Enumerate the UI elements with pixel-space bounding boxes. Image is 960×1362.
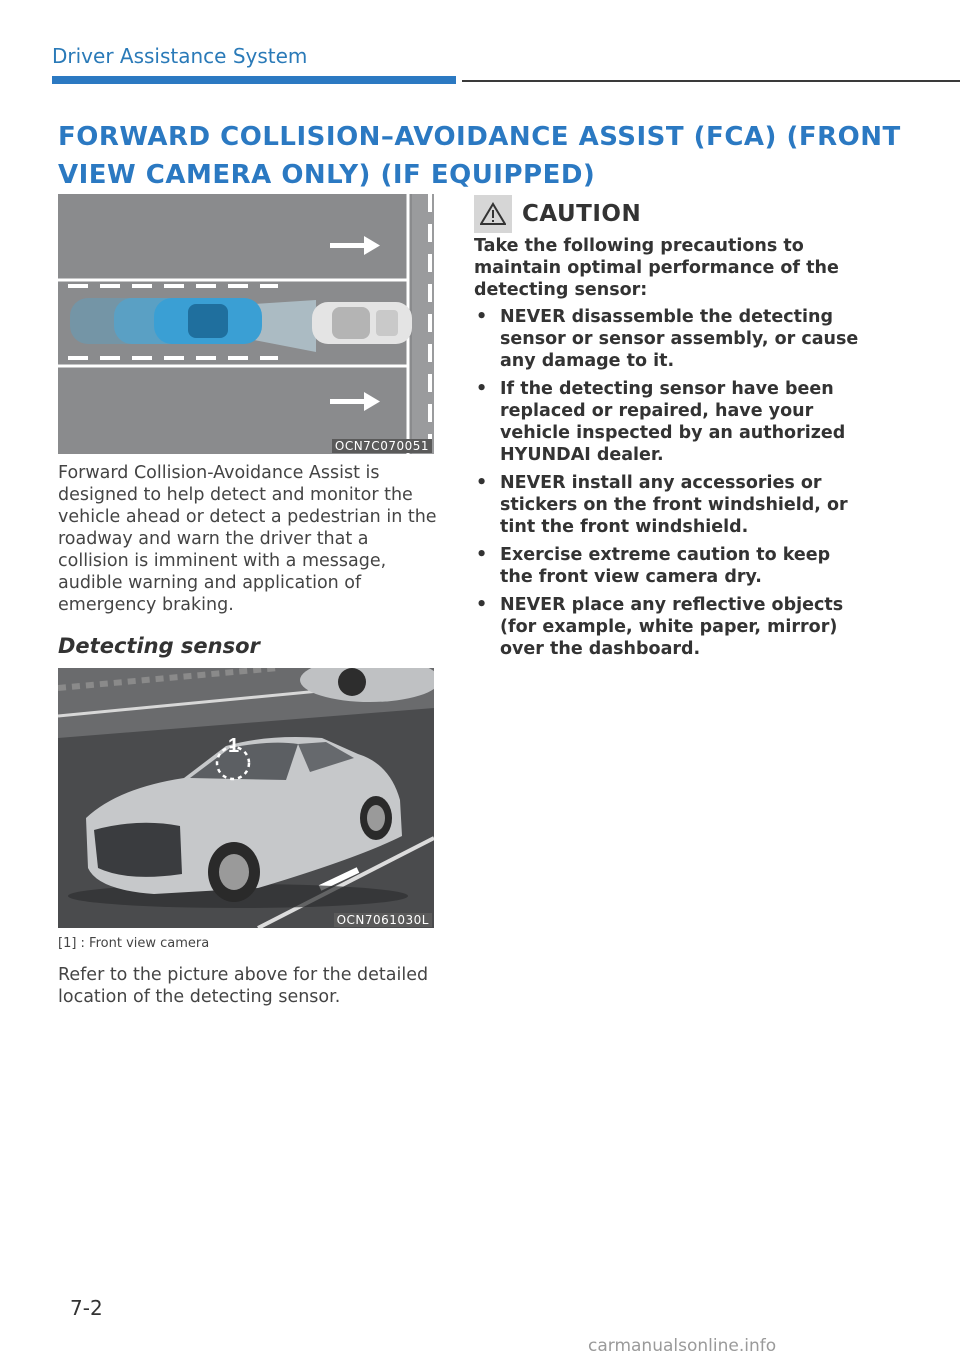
section-header: Driver Assistance System (52, 44, 308, 68)
list-item-text: NEVER install any accessories or stickers on the front windshield, or tint the front windshield. (500, 473, 848, 537)
list-item (474, 378, 864, 466)
list-item (474, 472, 864, 538)
figure-code: OCN7C070051 (332, 439, 432, 453)
location-paragraph: Refer to the picture above for the detailed location of the detecting sensor. (58, 965, 429, 1007)
bullet: • (476, 545, 488, 565)
header-rule-accent (52, 76, 456, 84)
header-rule (462, 80, 960, 82)
title-line-1: FORWARD COLLISION–AVOIDANCE ASSIST (FCA) (FRONT (58, 122, 901, 152)
fca-illustration (58, 194, 434, 454)
subheading: Detecting sensor (58, 634, 260, 658)
list-item-text: Exercise extreme caution to keep the front view camera dry. (500, 545, 831, 587)
bullet: • (476, 307, 488, 327)
caution-label: CAUTION (522, 201, 642, 227)
list-item (474, 544, 864, 588)
list-item-text: If the detecting sensor have been replaced or repaired, have your vehicle inspected by an authorized HYUNDAI dealer. (500, 379, 846, 465)
intro-paragraph: Forward Collision-Avoidance Assist is designed to help detect and monitor the vehicle ahead or detect a pedestrian in the roadway and warn the driver that a collision is imminent with a message, audible warning and application of emergency braking. (58, 463, 437, 615)
caution-header (474, 194, 641, 234)
watermark: carmanualsonline.info (588, 1336, 777, 1356)
list-item (474, 594, 864, 660)
figure-code: OCN7061030L (334, 913, 432, 927)
list-item (474, 306, 864, 372)
bullet: • (476, 595, 488, 615)
bullet: • (476, 473, 488, 493)
bullet: • (476, 379, 488, 399)
page-number: 7-2 (70, 1296, 103, 1320)
camera-callout: 1 (228, 735, 240, 757)
page-title (58, 118, 918, 194)
caution-list (474, 306, 864, 666)
title-line-2: VIEW CAMERA ONLY) (IF EQUIPPED) (58, 160, 596, 190)
figure-caption: [1] : Front view camera (58, 936, 210, 951)
list-item-text: NEVER disassemble the detecting sensor or sensor assembly, or cause any damage to it. (500, 307, 859, 371)
caution-intro: Take the following precautions to maintain optimal performance of the detecting sensor: (474, 236, 839, 300)
sensor-location-illustration (58, 668, 434, 928)
warning-triangle-icon (474, 195, 512, 233)
list-item-text: NEVER place any reflective objects (for example, white paper, mirror) over the dashboard. (500, 595, 844, 659)
